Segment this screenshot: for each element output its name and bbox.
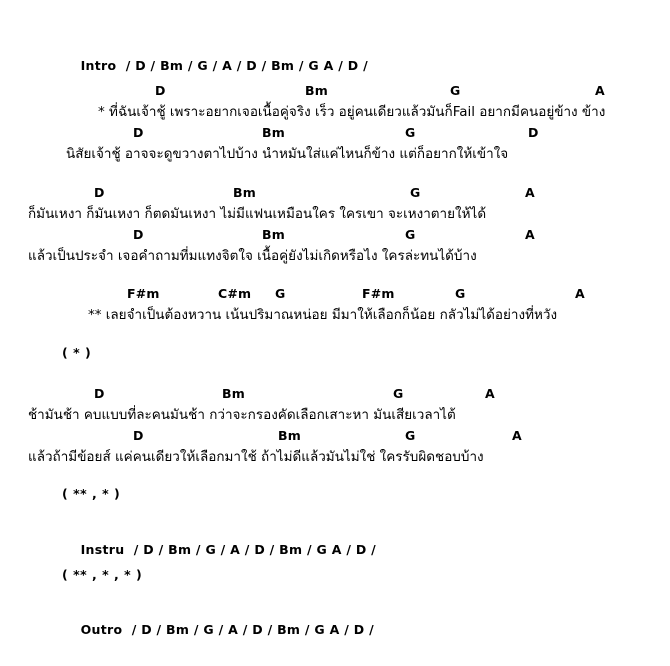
chord-g-8: G (405, 428, 416, 443)
chord-fsharpm-1: F#m (127, 286, 160, 301)
section-instru (62, 527, 376, 572)
lyric-line-6: ช้ามันช้า คบแบบที่ละคนมันช้า กว่าจะกรองคัดเลือกเสาะหา มันเสียเวลาไต้ (28, 407, 456, 423)
section-intro (62, 43, 368, 88)
chord-a-2: A (525, 185, 535, 200)
chord-fsharpm-2: F#m (362, 286, 395, 301)
lyric-line-5: ** เลยจำเป็นต้องหวาน เน้นปริมาณหน่อย มีมาให้เลือกก็น้อย กลัวไม่ได้อย่างที่หวัง (88, 307, 558, 323)
chord-bm-6: Bm (278, 428, 301, 443)
chord-g-3: G (410, 185, 421, 200)
chord-d-2: D (133, 125, 144, 140)
chord-a-1: A (595, 83, 605, 98)
section-instru-progression: / D / Bm / G / A / D / Bm / G A / D / (133, 542, 377, 557)
chord-a-6: A (512, 428, 522, 443)
chord-d-7: D (133, 428, 144, 443)
section-outro-label: Outro (80, 622, 123, 637)
section-intro-spacer (116, 58, 125, 73)
repeat-marker-2: ( ** , * ) (62, 486, 121, 501)
lyric-line-3: ก็มันเหงา ก็มันเหงา ก็ตดมันเหงา ไม่มีแฟนเหมือนใคร ใครเขา จะเหงาตายให้ได้ (28, 206, 487, 222)
section-instru-label: Instru (80, 542, 125, 557)
section-intro-label: Intro (80, 58, 117, 73)
chord-g-7: G (393, 386, 404, 401)
section-outro-progression: / D / Bm / G / A / D / Bm / G A / D / (131, 622, 374, 637)
chord-g-6: G (455, 286, 466, 301)
chord-d-5: D (133, 227, 144, 242)
chord-csharpm-1: C#m (218, 286, 252, 301)
chord-g-5: G (275, 286, 286, 301)
chord-d-6: D (94, 386, 105, 401)
chord-d-3: D (528, 125, 539, 140)
chord-a-4: A (575, 286, 585, 301)
repeat-marker-1: ( * ) (62, 345, 92, 360)
section-intro-progression: / D / Bm / G / A / D / Bm / G A / D / (125, 58, 368, 73)
lyric-line-2: นิสัยเจ้าชู้ อาจจะดูขวางตาไปบ้าง นำหมันใส่แค่ไหนก็ข้าง แต่ก็อยากให้เข้าใจ (66, 146, 509, 162)
chord-a-3: A (525, 227, 535, 242)
chord-bm-1: Bm (305, 83, 328, 98)
chord-bm-2: Bm (262, 125, 285, 140)
chord-g-2: G (405, 125, 416, 140)
chord-d-4: D (94, 185, 105, 200)
chord-d-1: D (155, 83, 166, 98)
section-instru-spacer (124, 542, 133, 557)
section-outro-spacer (122, 622, 131, 637)
chord-a-5: A (485, 386, 495, 401)
chord-g-1: G (450, 83, 461, 98)
lyric-line-1: * ที่ฉันเจ้าชู้ เพราะอยากเจอเนื้อคู่จริง เร็ว อยู่คนเดียวแล้วมันก็Fail อยากมีคนอยู่ข้าง ข้าง (98, 104, 606, 120)
chord-g-4: G (405, 227, 416, 242)
lyric-line-4: แล้วเป็นประจำ เจอคำถามที่มแทงจิตใจ เนื้อคู่ยังไม่เกิดหรือไง ใครล่ะทนได้บ้าง (28, 248, 477, 264)
repeat-marker-3: ( ** , * , * ) (62, 567, 143, 582)
chord-bm-4: Bm (262, 227, 285, 242)
lyric-line-7: แล้วถ้ามีข้อยส์ แค่คนเดียวให้เลือกมาใช้ ถ้าไม่ดีแล้วมันไม่ใช่ ใครรับผิดชอบบ้าง (28, 449, 484, 465)
chord-bm-5: Bm (222, 386, 245, 401)
chord-bm-3: Bm (233, 185, 256, 200)
section-outro (62, 607, 374, 652)
